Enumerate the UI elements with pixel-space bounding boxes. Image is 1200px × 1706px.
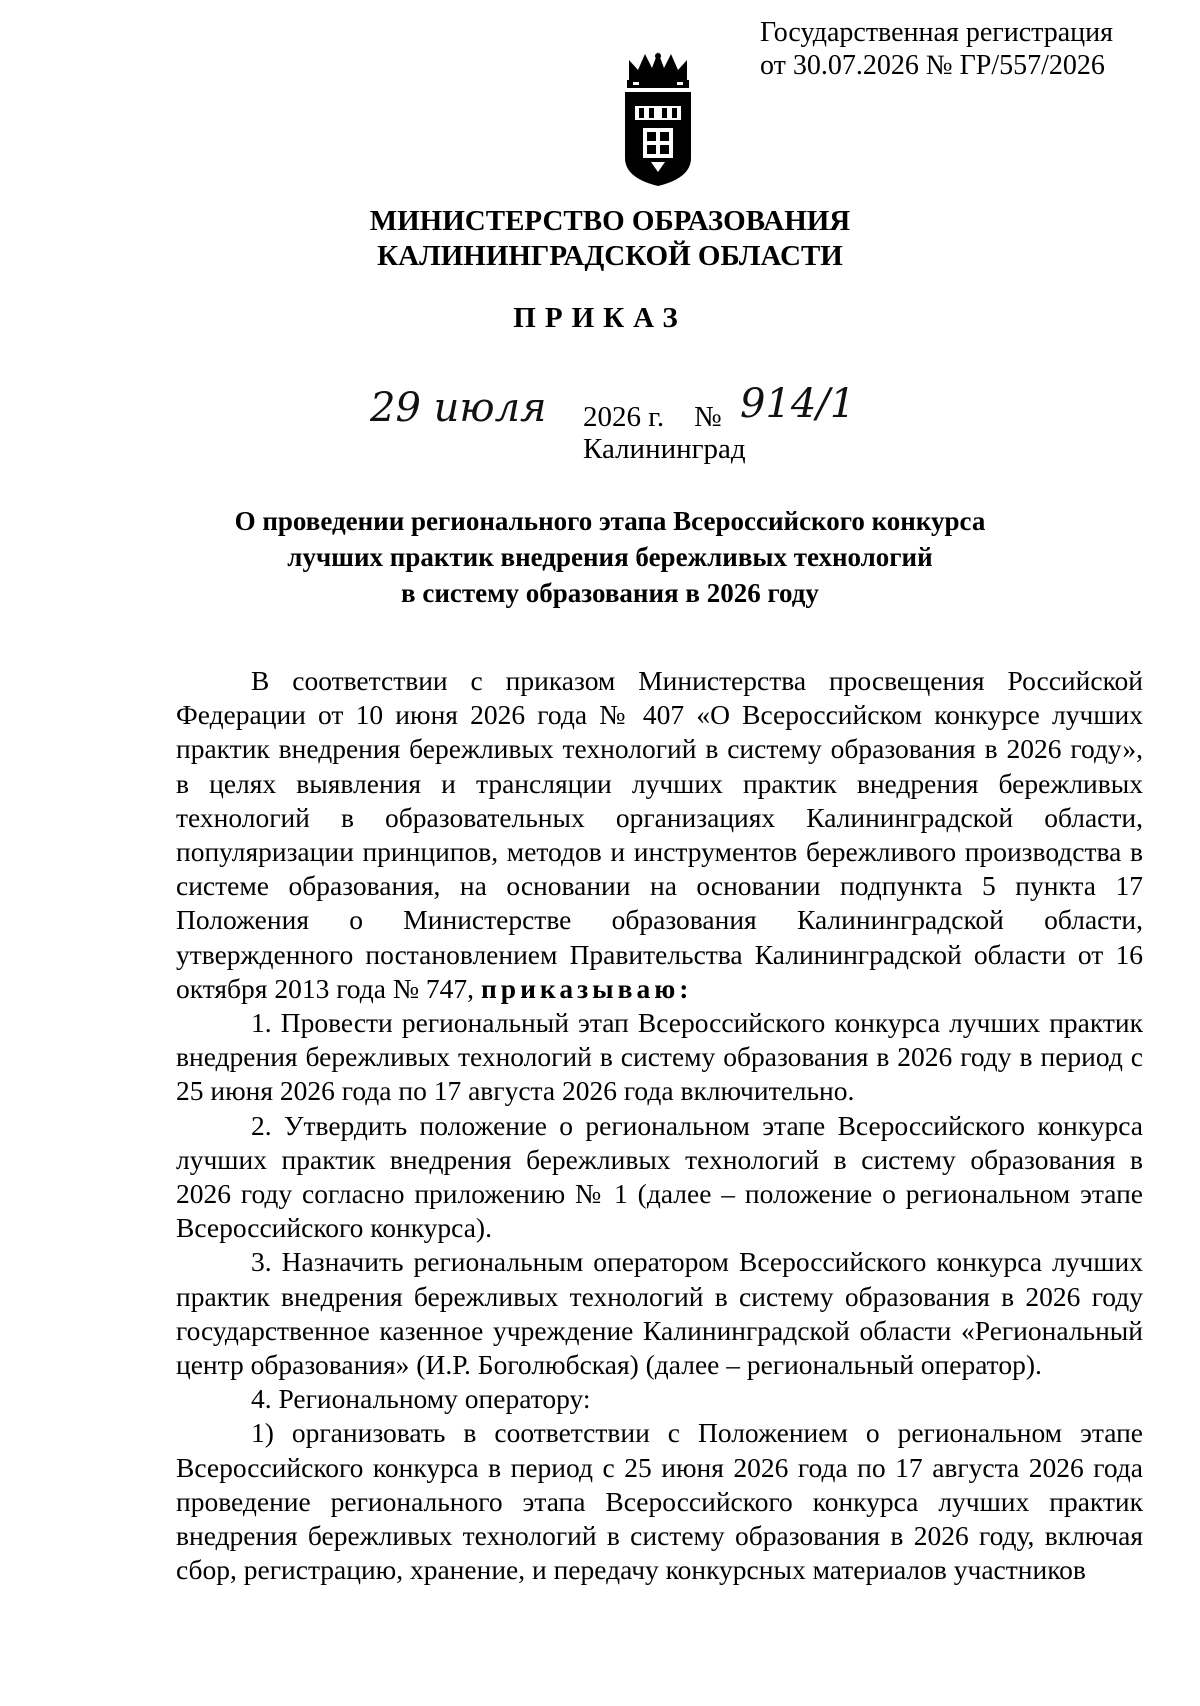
subject-line-1: О проведении регионального этапа Всероссийского конкурса [234, 506, 986, 536]
registration-line-1: Государственная регистрация [760, 17, 1113, 48]
coat-of-arms-icon [621, 50, 695, 188]
ministry-name [0, 204, 1200, 274]
ministry-line-2: КАЛИНИНГРАДСКОЙ ОБЛАСТИ [377, 240, 843, 272]
order-item-1: 1. Провести региональный этап Всероссийского конкурса лучших практик внедрения бережливых технологий в систему образования в 2026 году в период с 25 июня 2026 года по 17 августа 2026 года включительно. [176, 1007, 1143, 1107]
order-item-3: 3. Назначить региональным оператором Всероссийского конкурса лучших практик внедрения бережливых технологий в систему образования в 2026 году государственное казенное учреждение Калининградской области «Региональный центр образования» (И.Р. Боголюбская) (далее – региональный оператор). [176, 1246, 1143, 1381]
handwritten-date: 29 июля [370, 385, 547, 431]
order-title: ПРИКАЗ [513, 302, 687, 334]
order-item-4: 4. Региональному оператору: [251, 1383, 591, 1415]
subject-line-2: лучших практик внедрения бережливых технологий [287, 542, 933, 572]
order-number-sign: № [694, 401, 722, 433]
state-registration-stamp [760, 16, 1180, 82]
order-subject [0, 503, 1200, 611]
subject-line-3: в систему образования в 2026 году [401, 578, 819, 608]
handwritten-order-number: 914/1 [740, 381, 856, 427]
order-body [176, 664, 1143, 1587]
registration-line-2: от 30.07.2026 № ГР/557/2026 [760, 50, 1105, 81]
preamble-text: В соответствии с приказом Министерства просвещения Российской Федерации от 10 июня 2026 года № 407 «О Всероссийском конкурсе лучших практик внедрения бережливых технологий в систему образования в 2026 году», в целях выявления и трансляции лучших практик внедрения бережливых технологий в образовательных организациях Калининградской области, популяризации принципов, методов и инструментов бережливого производства в системе образования, на основании на основании подпункта 5 пункта 17 Положения о Министерстве образования Калининградской области, утвержденного постановлением Правительства Калининградской области от 16 октября 2013 года № 747, [176, 665, 1143, 1004]
order-year: 2026 г. [583, 401, 665, 433]
order-item-4-1: 1) организовать в соответствии с Положением о региональном этапе Всероссийского конкурса в период с 25 июня 2026 года по 17 августа 2026 года проведение регионального этапа Всероссийского конкурса лучших практик внедрения бережливых технологий в систему образования в 2026 году, включая сбор, регистрацию, хранение, и передачу конкурсных материалов участников [176, 1417, 1143, 1586]
order-word: приказываю: [480, 972, 693, 1004]
ministry-line-1: МИНИСТЕРСТВО ОБРАЗОВАНИЯ [369, 205, 851, 237]
order-city: Калининград [583, 433, 746, 465]
preamble-paragraph [176, 664, 1143, 1006]
order-item-2: 2. Утвердить положение о региональном этапе Всероссийского конкурса лучших практик внедрения бережливых технологий в систему образования в 2026 году согласно приложению № 1 (далее – положение о региональном этапе Всероссийского конкурса). [176, 1109, 1143, 1244]
